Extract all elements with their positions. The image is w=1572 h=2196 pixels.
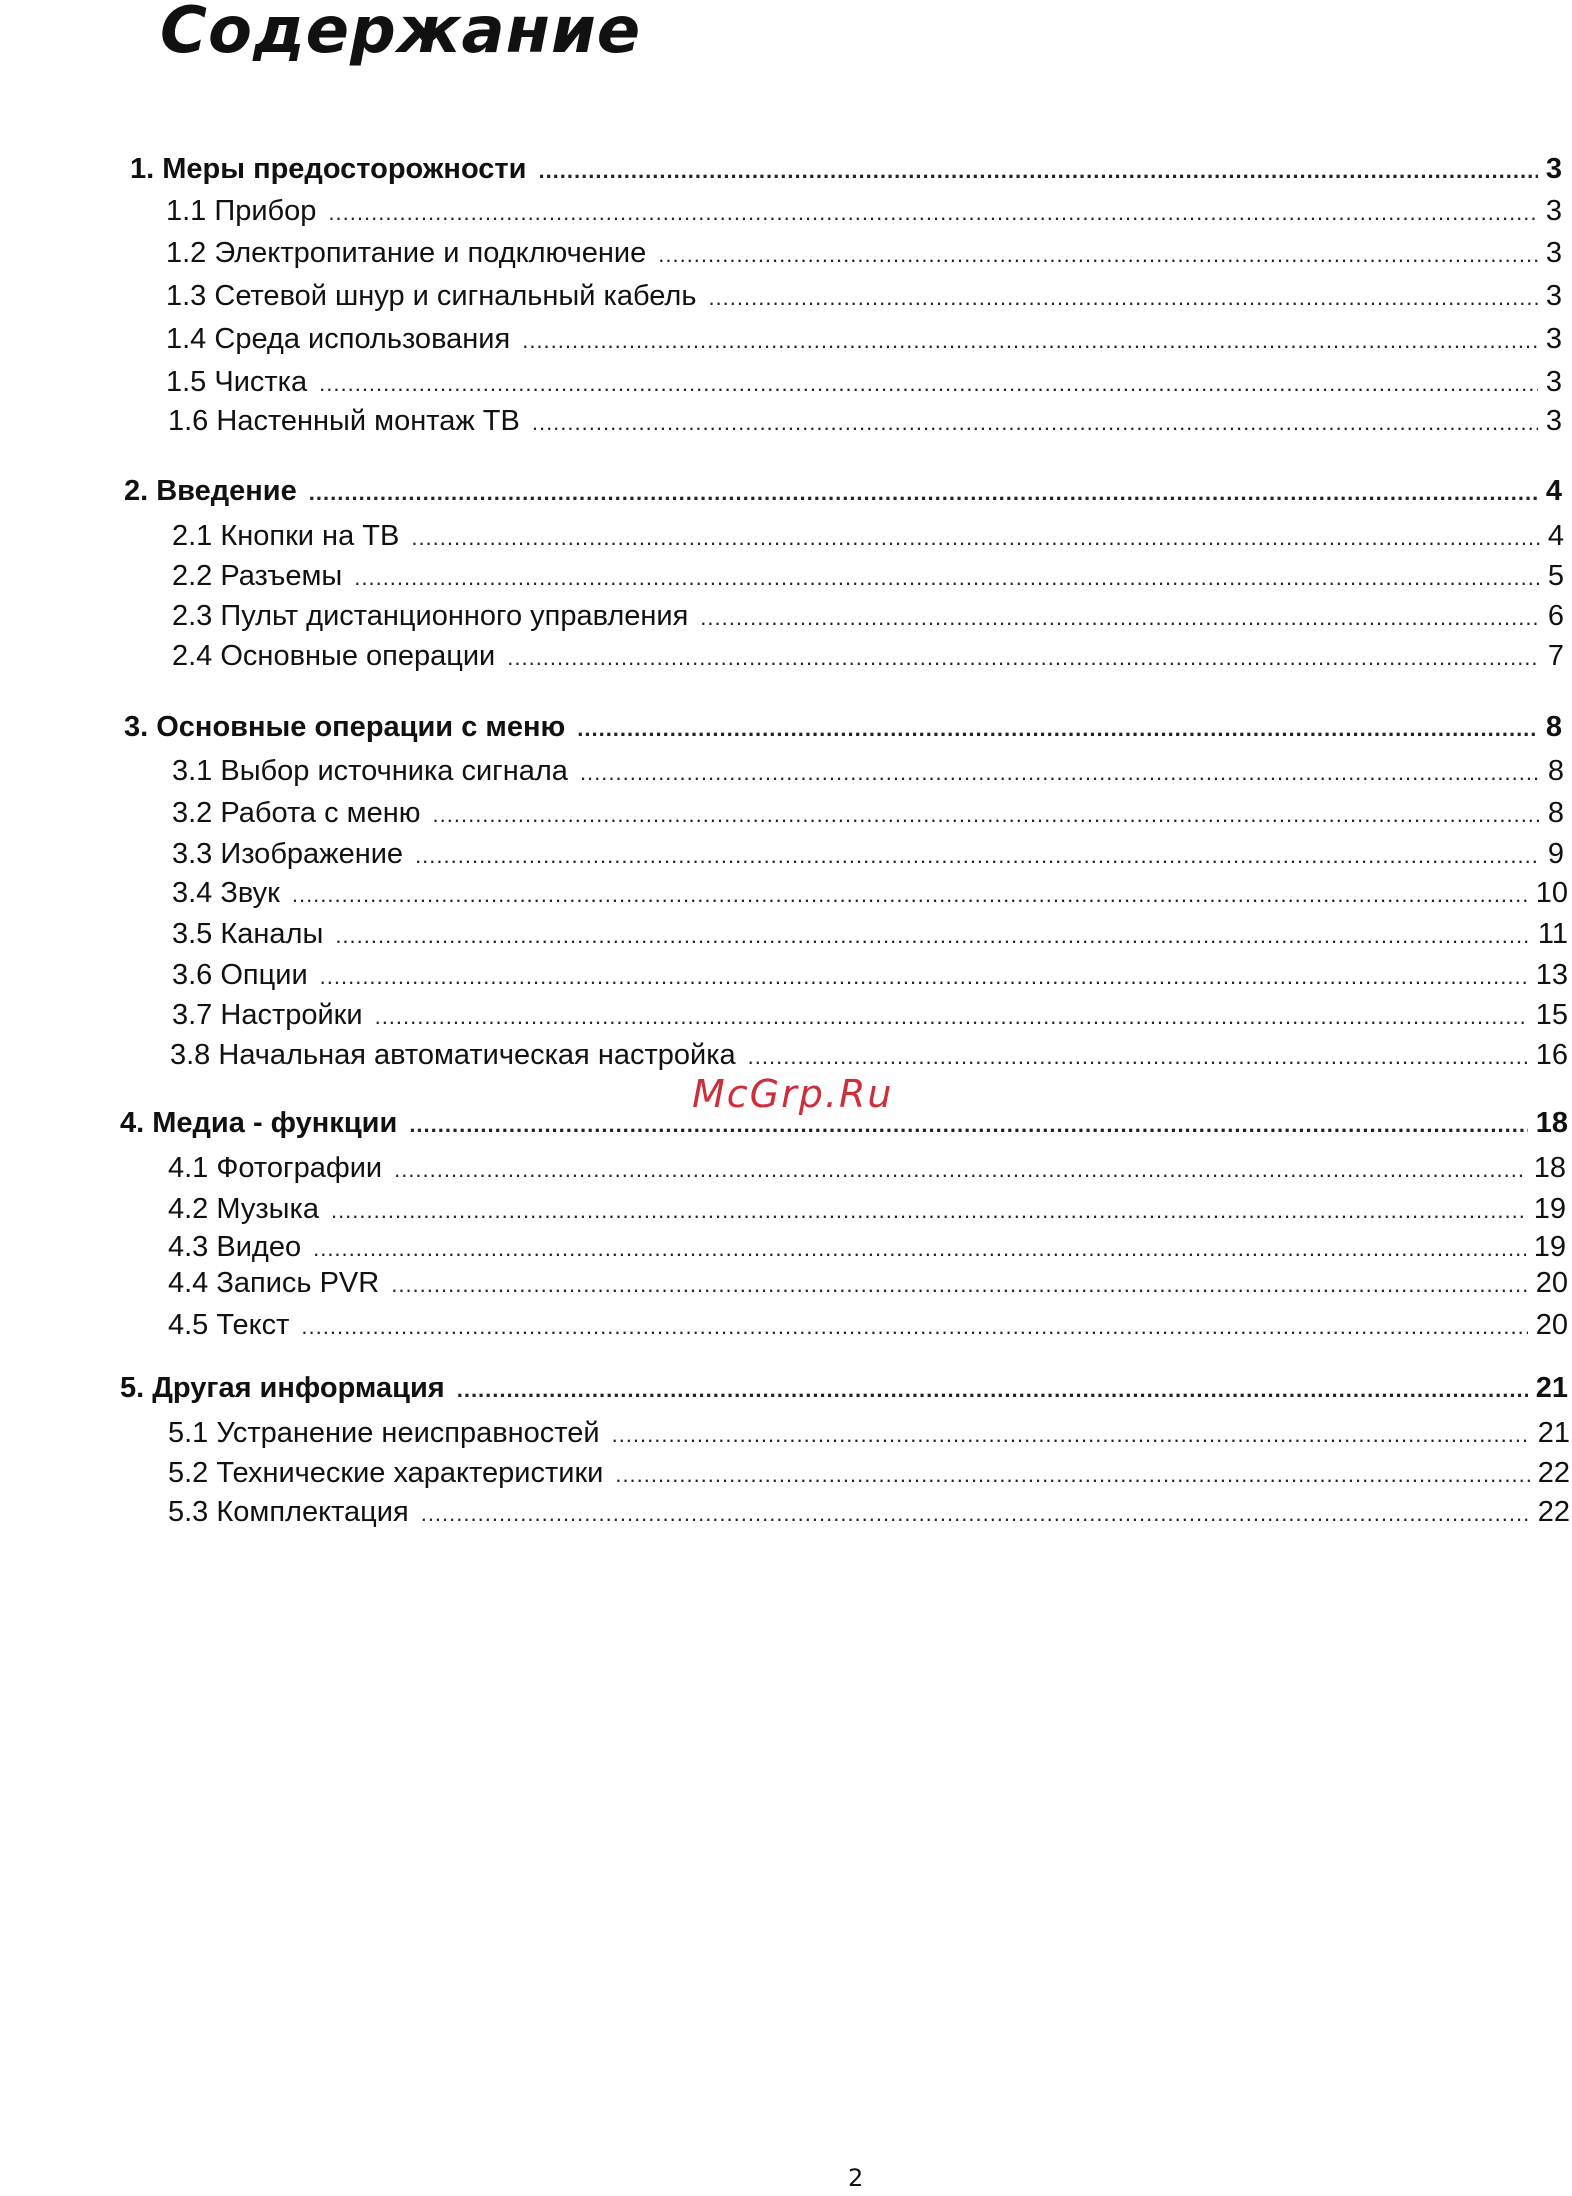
toc-section-1[interactable] xyxy=(130,152,1562,186)
dot-leader xyxy=(532,406,1538,440)
toc-item[interactable] xyxy=(166,194,1562,228)
toc-item[interactable] xyxy=(168,1308,1568,1342)
dot-leader xyxy=(700,601,1540,635)
toc-section-label: 2. Введение xyxy=(124,475,297,507)
toc-item-label: 1.5 Чистка xyxy=(166,366,308,398)
toc-section-5[interactable] xyxy=(120,1371,1568,1405)
toc-item-page: 16 xyxy=(1535,1039,1568,1071)
toc-item-label: 5.1 Устранение неисправностей xyxy=(168,1417,600,1449)
toc-item-label: 4.2 Музыка xyxy=(168,1193,319,1225)
toc-item-page: 4 xyxy=(1547,520,1564,552)
dot-leader xyxy=(313,1232,1526,1266)
toc-section-page: 4 xyxy=(1545,475,1562,507)
toc-item-page: 3 xyxy=(1545,405,1562,437)
toc-item[interactable] xyxy=(168,1266,1568,1300)
toc-item-label: 1.6 Настенный монтаж ТВ xyxy=(168,405,520,437)
toc-item-page: 20 xyxy=(1535,1309,1568,1341)
toc-item-label: 4.3 Видео xyxy=(168,1231,302,1263)
toc-item-label: 5.2 Технические характеристики xyxy=(168,1457,604,1489)
dot-leader xyxy=(507,641,1540,675)
toc-item[interactable] xyxy=(168,1456,1570,1490)
toc-item-page: 22 xyxy=(1537,1457,1570,1489)
toc-item-page: 3 xyxy=(1545,237,1562,269)
dot-leader xyxy=(433,798,1540,832)
dot-leader xyxy=(411,521,1540,555)
dot-leader xyxy=(320,960,1528,994)
dot-leader xyxy=(309,476,1538,510)
toc-section-page: 3 xyxy=(1545,153,1562,185)
dot-leader xyxy=(335,919,1530,953)
dot-leader xyxy=(522,324,1538,358)
toc-item-label: 3.2 Работа с меню xyxy=(172,797,421,829)
toc-item[interactable] xyxy=(168,1151,1566,1185)
toc-item-label: 2.4 Основные операции xyxy=(172,640,496,672)
toc-item[interactable] xyxy=(172,837,1564,871)
toc-section-page: 21 xyxy=(1535,1372,1568,1404)
dot-leader xyxy=(457,1373,1528,1407)
dot-leader xyxy=(391,1268,1528,1302)
toc-item[interactable] xyxy=(172,754,1564,788)
toc-item-page: 3 xyxy=(1545,280,1562,312)
toc-item-page: 22 xyxy=(1537,1496,1570,1528)
page-title: Содержание xyxy=(160,0,642,68)
dot-leader xyxy=(538,154,1537,188)
toc-section-label: 1. Меры предосторожности xyxy=(130,153,527,185)
toc-item[interactable] xyxy=(168,404,1562,438)
dot-leader xyxy=(354,561,1540,595)
toc-item[interactable] xyxy=(172,559,1564,593)
toc-item[interactable] xyxy=(166,322,1562,356)
dot-leader xyxy=(615,1458,1529,1492)
toc-item-label: 3.4 Звук xyxy=(172,877,280,909)
toc-item[interactable] xyxy=(166,365,1562,399)
toc-item-label: 3.3 Изображение xyxy=(172,838,404,870)
toc-item-label: 1.4 Среда использования xyxy=(166,323,511,355)
toc-item-page: 8 xyxy=(1547,755,1564,787)
toc-item-page: 9 xyxy=(1547,838,1564,870)
toc-section-label: 5. Другая информация xyxy=(120,1372,445,1404)
toc-item[interactable] xyxy=(168,1416,1570,1450)
toc-item-page: 5 xyxy=(1547,560,1564,592)
toc-item-page: 3 xyxy=(1545,323,1562,355)
toc-item[interactable] xyxy=(172,917,1568,951)
toc-item[interactable] xyxy=(166,279,1562,313)
toc-item-label: 4.5 Текст xyxy=(168,1309,290,1341)
dot-leader xyxy=(301,1310,1527,1344)
dot-leader xyxy=(421,1497,1530,1531)
toc-item-page: 18 xyxy=(1533,1152,1566,1184)
toc-item-label: 2.1 Кнопки на ТВ xyxy=(172,520,400,552)
dot-leader xyxy=(748,1040,1528,1074)
dot-leader xyxy=(577,712,1538,746)
toc-item-page: 8 xyxy=(1547,797,1564,829)
toc-item-page: 20 xyxy=(1535,1267,1568,1299)
dot-leader xyxy=(580,756,1540,790)
toc-item[interactable] xyxy=(172,639,1564,673)
toc-item[interactable] xyxy=(172,519,1564,553)
toc-section-page: 8 xyxy=(1545,711,1562,743)
dot-leader xyxy=(612,1418,1530,1452)
toc-item-label: 1.3 Сетевой шнур и сигнальный кабель xyxy=(166,280,697,312)
toc-item-label: 5.3 Комплектация xyxy=(168,1496,409,1528)
toc-item-label: 1.1 Прибор xyxy=(166,195,317,227)
toc-item-label: 3.5 Каналы xyxy=(172,918,324,950)
toc-item-label: 4.1 Фотографии xyxy=(168,1152,383,1184)
toc-item-page: 6 xyxy=(1547,600,1564,632)
toc-item-label: 3.7 Настройки xyxy=(172,999,363,1031)
toc-item[interactable] xyxy=(166,236,1562,270)
toc-item[interactable] xyxy=(168,1192,1566,1226)
toc-section-3[interactable] xyxy=(124,710,1562,744)
toc-item-page: 11 xyxy=(1537,918,1568,950)
toc-item-page: 7 xyxy=(1547,640,1564,672)
dot-leader xyxy=(394,1153,1526,1187)
toc-item-page: 13 xyxy=(1535,959,1568,991)
toc-item[interactable] xyxy=(172,796,1564,830)
toc-item[interactable] xyxy=(172,599,1564,633)
toc-item-page: 19 xyxy=(1533,1193,1566,1225)
toc-item-label: 4.4 Запись PVR xyxy=(168,1267,380,1299)
toc-item[interactable] xyxy=(172,958,1568,992)
toc-item-page: 21 xyxy=(1537,1417,1570,1449)
toc-section-label: 3. Основные операции с меню xyxy=(124,711,566,743)
toc-item-page: 10 xyxy=(1535,877,1568,909)
toc-item[interactable] xyxy=(168,1495,1570,1529)
toc-item[interactable] xyxy=(172,876,1568,910)
dot-leader xyxy=(708,281,1537,315)
toc-item-page: 3 xyxy=(1545,195,1562,227)
toc-section-label: 4. Медиа - функции xyxy=(120,1107,398,1139)
watermark: McGrp.Ru xyxy=(692,1072,894,1116)
toc-item-label: 1.2 Электропитание и подключение xyxy=(166,237,647,269)
dot-leader xyxy=(375,1000,1528,1034)
toc-item-label: 3.8 Начальная автоматическая настройка xyxy=(170,1039,736,1071)
dot-leader xyxy=(409,1108,1527,1142)
toc-item-label: 3.1 Выбор источника сигнала xyxy=(172,755,568,787)
toc-section-2[interactable] xyxy=(124,474,1562,508)
dot-leader xyxy=(331,1194,1526,1228)
dot-leader xyxy=(658,238,1538,272)
toc-item-page: 19 xyxy=(1533,1231,1566,1263)
toc-section-page: 18 xyxy=(1535,1107,1568,1139)
page-number: 2 xyxy=(848,2164,864,2192)
toc-item[interactable] xyxy=(172,998,1568,1032)
toc-item[interactable] xyxy=(168,1230,1566,1264)
dot-leader xyxy=(319,367,1538,401)
toc-item[interactable] xyxy=(170,1038,1568,1072)
toc-item-label: 3.6 Опции xyxy=(172,959,308,991)
toc-item-label: 2.2 Разъемы xyxy=(172,560,343,592)
toc-item-label: 2.3 Пульт дистанционного управления xyxy=(172,600,689,632)
toc-item-page: 15 xyxy=(1535,999,1568,1031)
dot-leader xyxy=(415,839,1540,873)
dot-leader xyxy=(328,196,1537,230)
dot-leader xyxy=(292,878,1528,912)
toc-item-page: 3 xyxy=(1545,366,1562,398)
